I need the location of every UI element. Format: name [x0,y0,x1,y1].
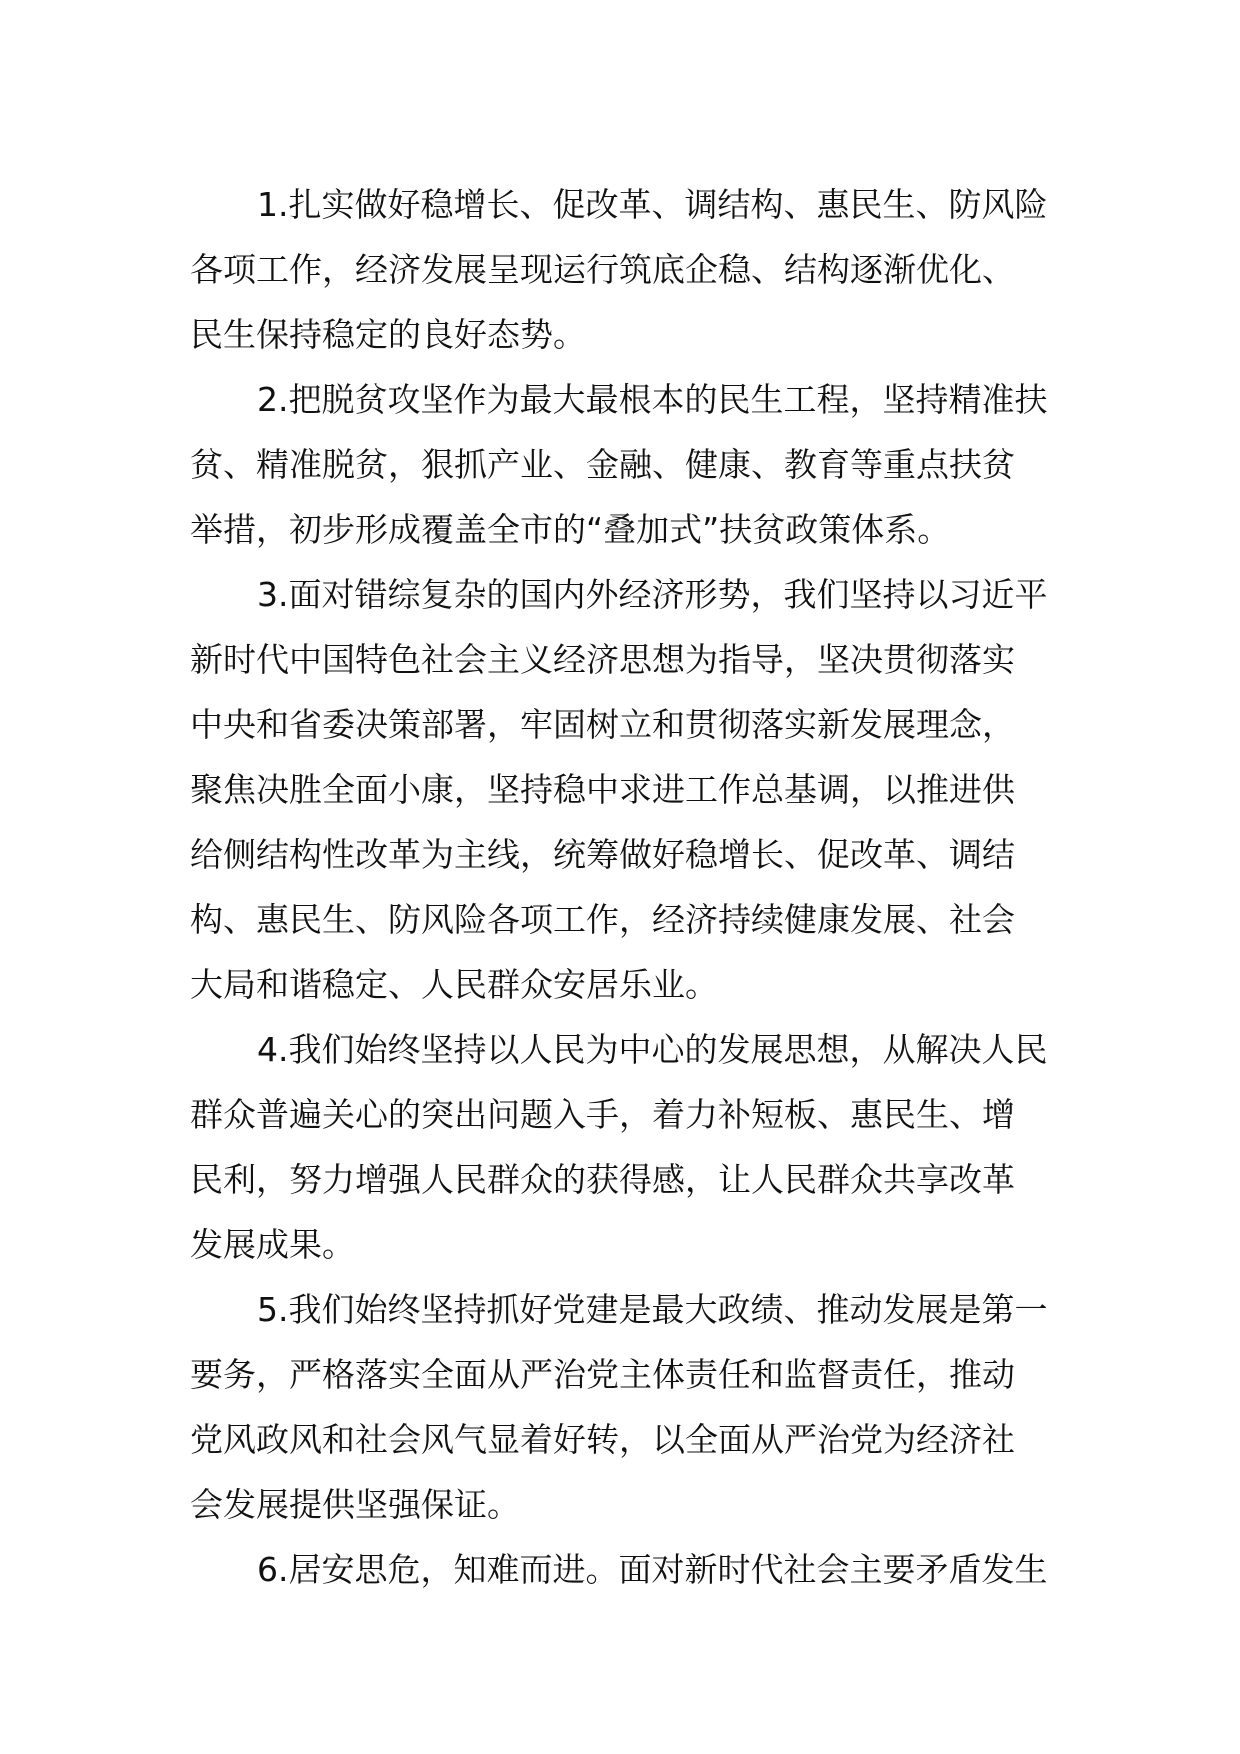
paragraph-line: 各项工作，经济发展呈现运行筑底企稳、结构逐渐优化、 [190,250,1015,289]
paragraph-2 [190,367,1065,562]
paragraph-line: 5.我们始终坚持抓好党建是最大政绩、推动发展是第一 [257,1290,1048,1329]
paragraph-line: 聚焦决胜全面小康，坚持稳中求进工作总基调，以推进供 [190,770,1015,809]
paragraph-line: 新时代中国特色社会主义经济思想为指导，坚决贯彻落实 [190,640,1015,679]
paragraph-1 [190,172,1065,367]
paragraph-3 [190,562,1065,1017]
paragraph-line: 大局和谐稳定、人民群众安居乐业。 [190,965,718,1004]
paragraph-line: 1.扎实做好稳增长、促改革、调结构、惠民生、防风险 [257,185,1048,224]
paragraph-line: 6.居安思危，知难而进。面对新时代社会主要矛盾发生 [257,1550,1048,1589]
paragraph-line: 会发展提供坚强保证。 [190,1485,520,1524]
paragraph-line: 群众普遍关心的突出问题入手，着力补短板、惠民生、增 [190,1095,1015,1134]
paragraph-line: 2.把脱贫攻坚作为最大最根本的民生工程，坚持精准扶 [257,380,1048,419]
paragraph-line: 要务，严格落实全面从严治党主体责任和监督责任，推动 [190,1355,1015,1394]
paragraph-line: 举措，初步形成覆盖全市的“叠加式”扶贫政策体系。 [190,510,951,549]
paragraph-line: 构、惠民生、防风险各项工作，经济持续健康发展、社会 [190,900,1015,939]
paragraph-line: 民生保持稳定的良好态势。 [190,315,586,354]
paragraph-line: 3.面对错综复杂的国内外经济形势，我们坚持以习近平 [257,575,1048,614]
paragraph-line: 4.我们始终坚持以人民为中心的发展思想，从解决人民 [257,1030,1048,1069]
document-body [190,172,1065,1602]
paragraph-line: 发展成果。 [190,1225,355,1264]
paragraph-line: 中央和省委决策部署，牢固树立和贯彻落实新发展理念， [190,705,1015,744]
paragraph-4 [190,1017,1065,1277]
paragraph-line: 党风政风和社会风气显着好转，以全面从严治党为经济社 [190,1420,1015,1459]
paragraph-6 [190,1537,1065,1602]
paragraph-line: 贫、精准脱贫，狠抓产业、金融、健康、教育等重点扶贫 [190,445,1015,484]
paragraph-line: 民利，努力增强人民群众的获得感，让人民群众共享改革 [190,1160,1015,1199]
paragraph-5 [190,1277,1065,1537]
paragraph-line: 给侧结构性改革为主线，统筹做好稳增长、促改革、调结 [190,835,1015,874]
